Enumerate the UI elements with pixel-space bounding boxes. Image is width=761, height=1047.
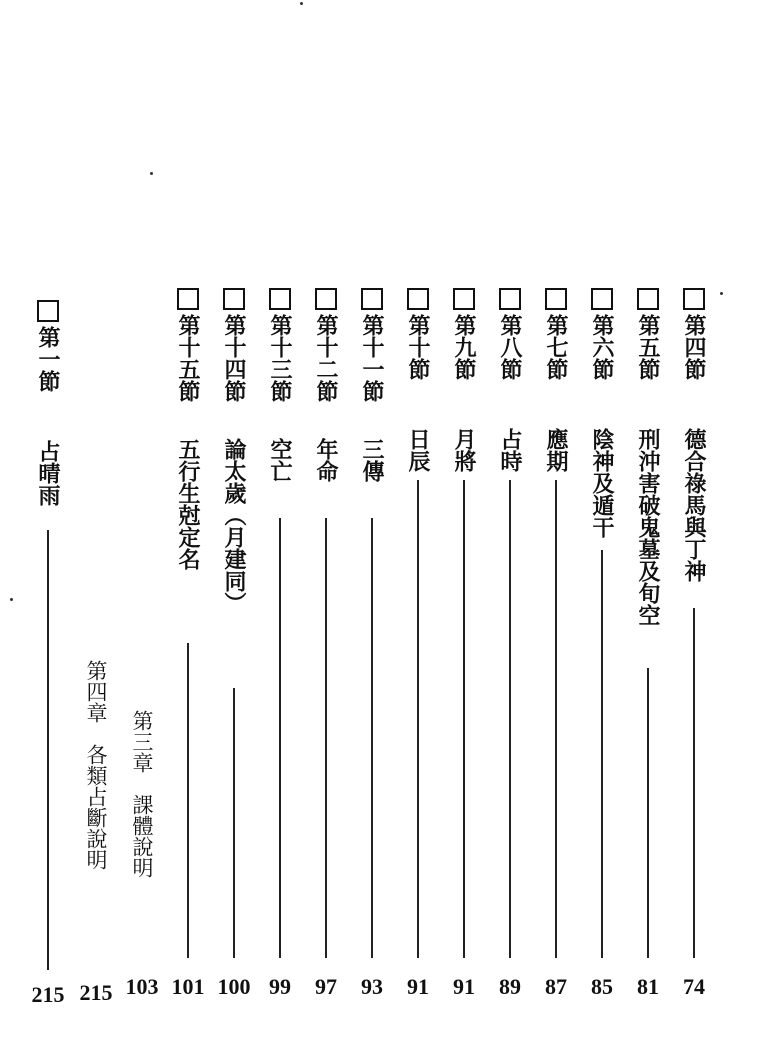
leader-line [555, 480, 557, 958]
section-title: 陰神及遁干 [589, 428, 615, 538]
page-number: 103 [125, 974, 159, 999]
section-number: 第一節 [35, 326, 61, 392]
leader-line [509, 480, 511, 958]
toc-entry [444, 288, 484, 1008]
page-number: 97 [315, 974, 337, 999]
section-title: 月將 [451, 428, 477, 472]
section-title: 應期 [543, 428, 569, 472]
page-number: 85 [591, 974, 613, 999]
section-box-icon [591, 288, 613, 310]
section-box-icon [499, 288, 521, 310]
toc-entry [582, 288, 622, 1008]
section-box-icon [683, 288, 705, 310]
section-number: 第八節 [497, 314, 523, 380]
toc-entry [628, 288, 668, 1008]
leader-line [279, 518, 281, 958]
section-title: 德合祿馬與丁神 [681, 428, 707, 582]
section-box-icon [37, 300, 59, 322]
page-number: 81 [637, 974, 659, 999]
page-number: 91 [453, 974, 475, 999]
toc-entry [168, 288, 208, 1008]
section-number: 第七節 [543, 314, 569, 380]
section-title: 占時 [497, 428, 523, 472]
section-number: 第十二節 [313, 314, 339, 402]
section-title: 刑沖害破鬼墓及旬空 [635, 428, 661, 626]
section-box-icon [545, 288, 567, 310]
section-title: 五行生尅定名 [175, 438, 201, 570]
leader-line [325, 518, 327, 958]
leader-line [463, 480, 465, 958]
leader-line [693, 608, 695, 958]
section-number: 第十三節 [267, 314, 293, 402]
toc-entry [398, 288, 438, 1008]
speck [150, 172, 153, 175]
leader-line [233, 688, 235, 958]
section-box-icon [177, 288, 199, 310]
section-number: 第十四節 [221, 314, 247, 402]
leader-line [601, 550, 603, 958]
page-number: 91 [407, 974, 429, 999]
page-number: 74 [683, 974, 705, 999]
section-number: 第十一節 [359, 314, 385, 402]
page-number: 93 [361, 974, 383, 999]
leader-line [647, 668, 649, 958]
section-title: 三傳 [359, 438, 385, 482]
section-box-icon [453, 288, 475, 310]
chapter-entry [122, 700, 162, 1008]
toc-entry [214, 288, 254, 1008]
page-number: 215 [79, 980, 113, 1005]
section-box-icon [315, 288, 337, 310]
chapter-entry [76, 660, 116, 1008]
toc-entry [260, 288, 300, 1008]
speck [720, 292, 723, 295]
section-title: 日辰 [405, 428, 431, 472]
section-title: 空亡 [267, 438, 293, 482]
toc-entry [352, 288, 392, 1008]
toc-entry [490, 288, 530, 1008]
page-number: 87 [545, 974, 567, 999]
leader-line [47, 530, 49, 970]
section-box-icon [269, 288, 291, 310]
page-number: 215 [31, 982, 65, 1007]
section-number: 第十節 [405, 314, 431, 380]
toc-entry [536, 288, 576, 1008]
section-number: 第四節 [681, 314, 707, 380]
page-number: 100 [217, 974, 251, 999]
section-title: 年命 [313, 438, 339, 482]
section-box-icon [407, 288, 429, 310]
section-box-icon [361, 288, 383, 310]
page-number: 89 [499, 974, 521, 999]
section-box-icon [637, 288, 659, 310]
toc-entry [674, 288, 714, 1008]
leader-line [417, 480, 419, 958]
section-number: 第五節 [635, 314, 661, 380]
chapter-title: 第四章 各類占斷說明 [84, 660, 108, 870]
section-number: 第六節 [589, 314, 615, 380]
leader-line [187, 643, 189, 958]
page-number: 101 [171, 974, 205, 999]
toc-entry [306, 288, 346, 1008]
chapter-title: 第三章 課體說明 [130, 710, 154, 878]
toc-entry [28, 300, 68, 1012]
section-title: 論太歲（月建同） [221, 438, 247, 614]
section-number: 第九節 [451, 314, 477, 380]
section-number: 第十五節 [175, 314, 201, 402]
speck [10, 598, 13, 601]
section-title: 占晴雨 [35, 440, 61, 506]
page-number: 99 [269, 974, 291, 999]
speck [300, 2, 303, 5]
section-box-icon [223, 288, 245, 310]
leader-line [371, 518, 373, 958]
